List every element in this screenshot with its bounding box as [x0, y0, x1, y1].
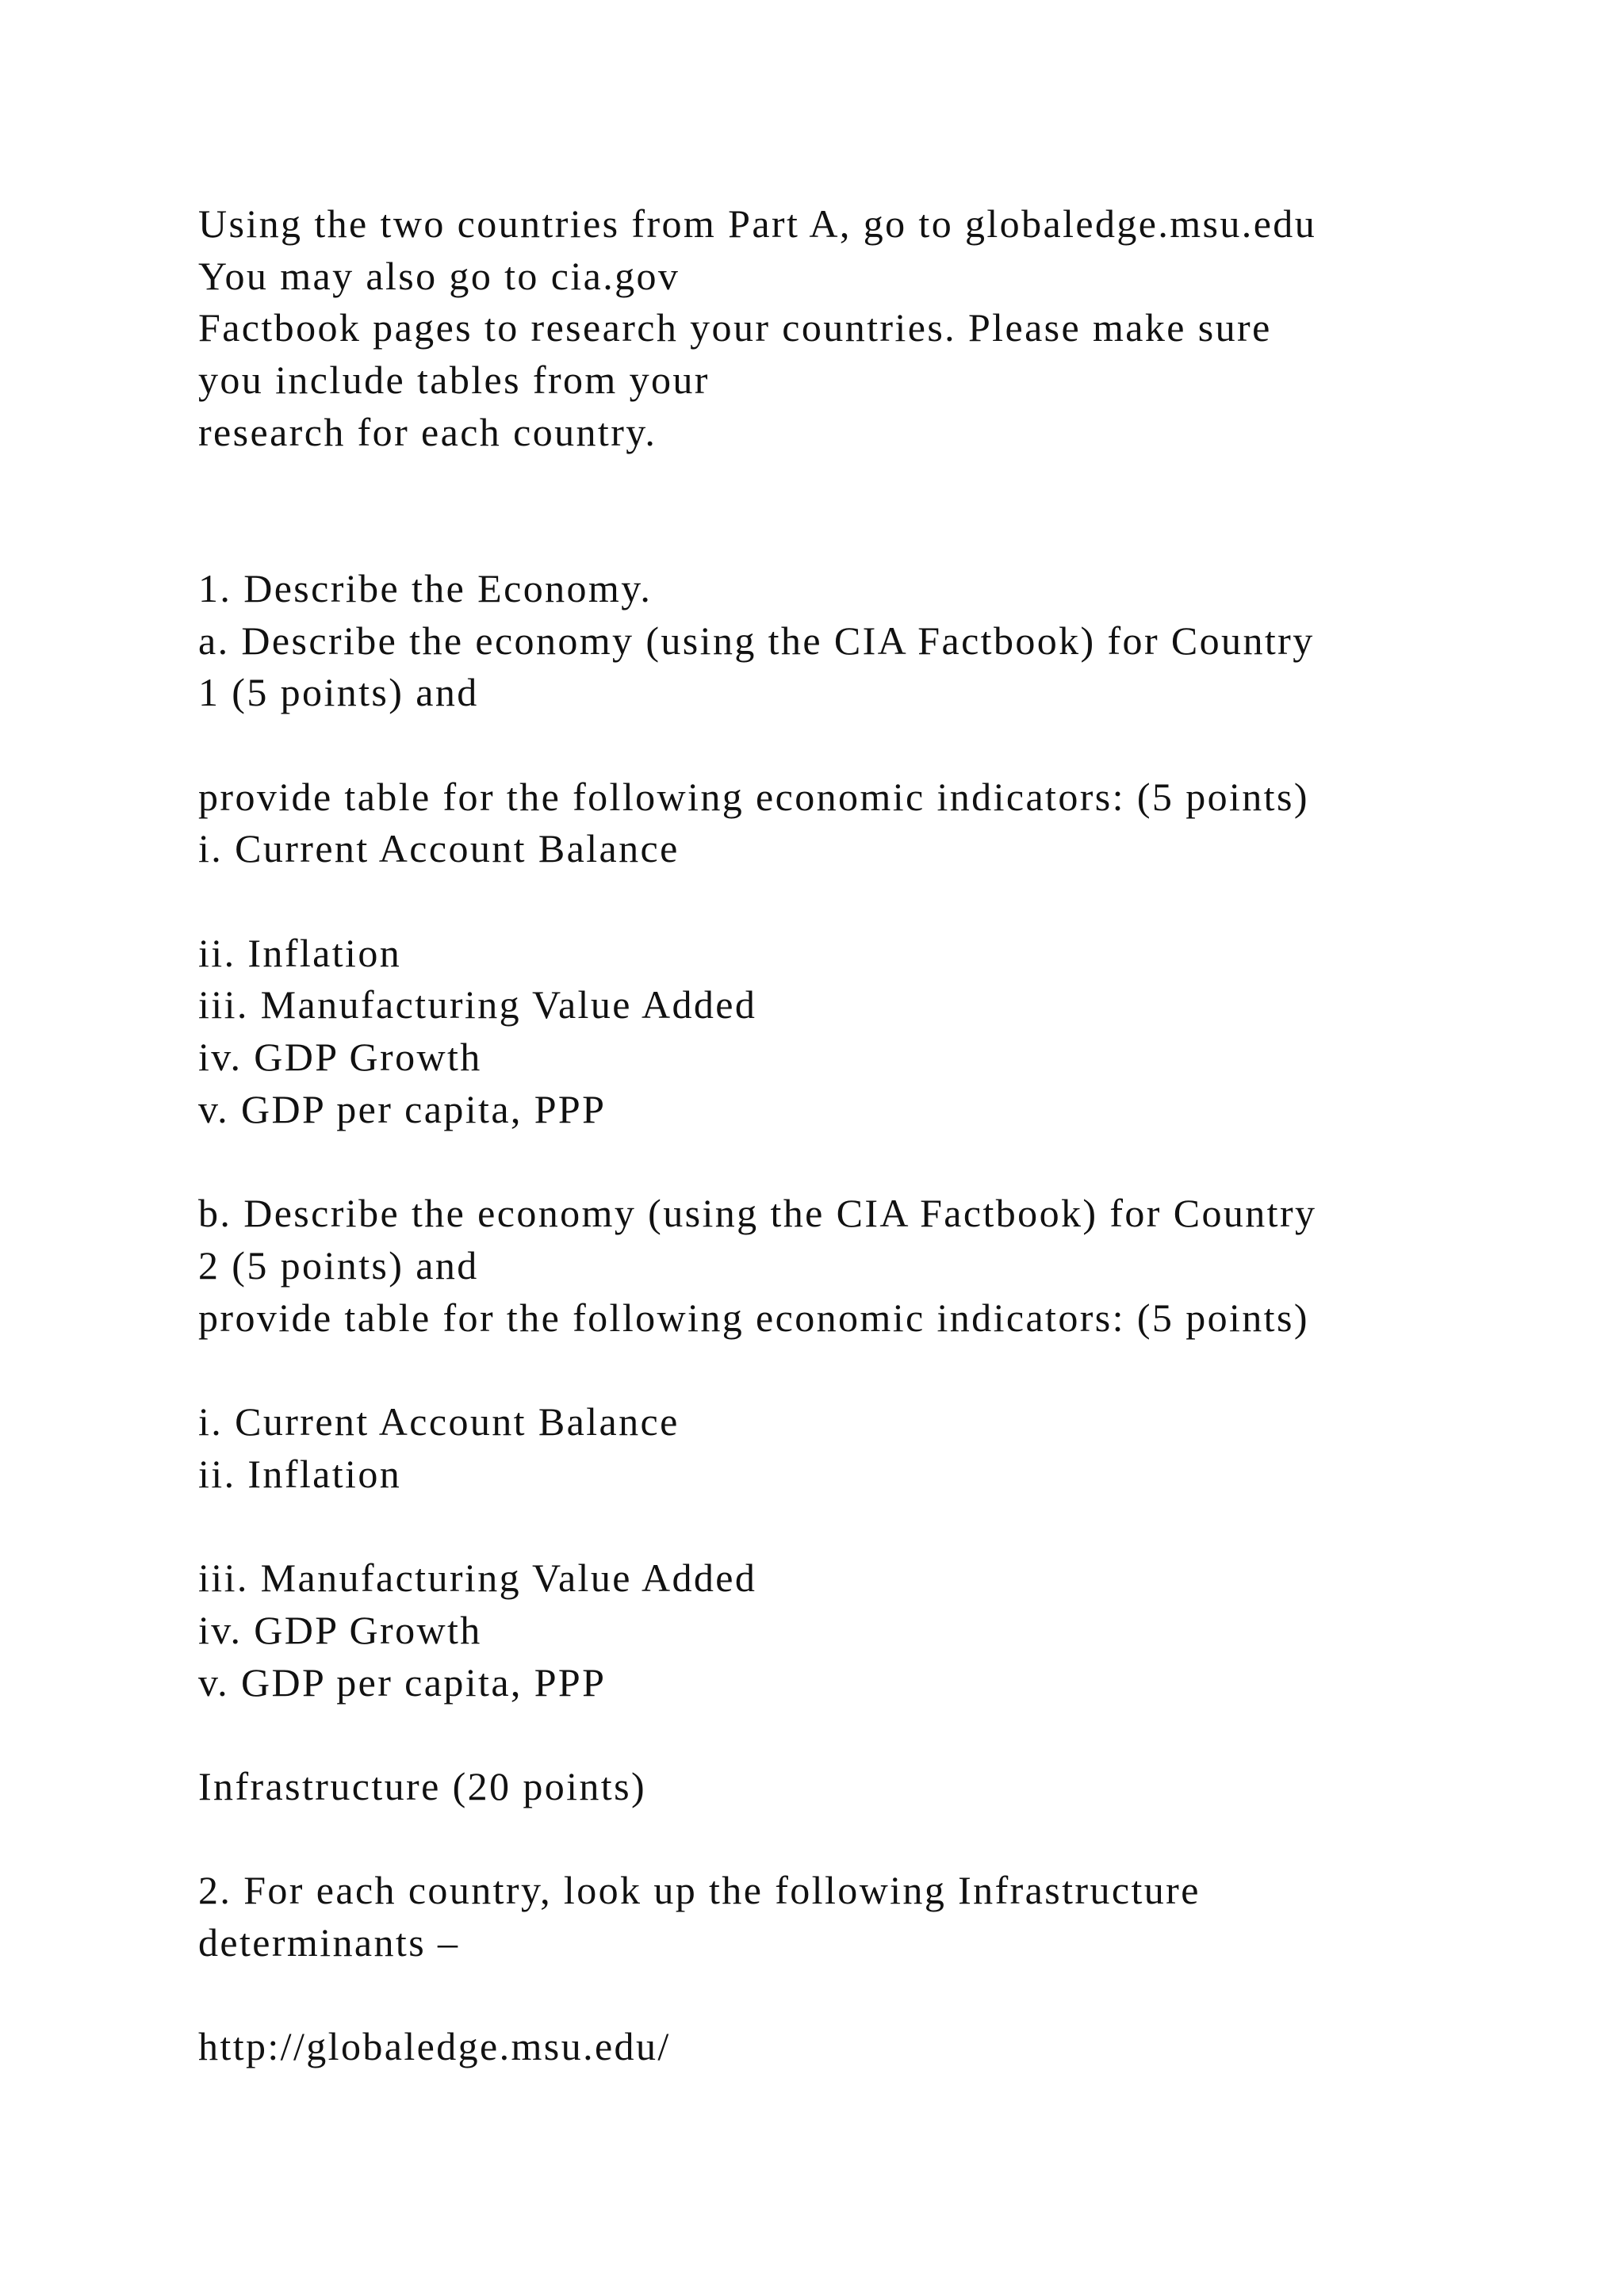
text-line: 2. For each country, look up the following Infrastructure — [198, 1868, 1201, 1912]
text-line: 1 (5 points) and — [198, 670, 479, 714]
list-item: i. Current Account Balance — [198, 826, 680, 871]
list-item: v. GDP per capita, PPP — [198, 1660, 607, 1705]
text-line: determinants – — [198, 1920, 460, 1965]
text-line: Factbook pages to research your countries. Please make sure — [198, 305, 1272, 350]
list-item: iv. GDP Growth — [198, 1035, 482, 1079]
text-line: research for each country. — [198, 410, 657, 454]
section-heading: Infrastructure (20 points) — [198, 1764, 647, 1808]
list-item: v. GDP per capita, PPP — [198, 1087, 607, 1131]
text-line: Using the two countries from Part A, go to globaledge.msu.edu — [198, 201, 1317, 246]
text-line: You may also go to cia.gov — [198, 254, 680, 298]
text-line: provide table for the following economic indicators: (5 points) — [198, 775, 1309, 819]
list-item: i. Current Account Balance — [198, 1399, 680, 1444]
text-line: 2 (5 points) and — [198, 1243, 479, 1288]
text-line: provide table for the following economic indicators: (5 points) — [198, 1295, 1309, 1340]
list-item: iv. GDP Growth — [198, 1608, 482, 1652]
list-item: iii. Manufacturing Value Added — [198, 1556, 757, 1600]
url-text: http://globaledge.msu.edu/ — [198, 2024, 671, 2068]
text-line: a. Describe the economy (using the CIA Factbook) for Country — [198, 618, 1315, 663]
list-item: ii. Inflation — [198, 1452, 402, 1496]
section-heading: 1. Describe the Economy. — [198, 566, 653, 610]
list-item: iii. Manufacturing Value Added — [198, 982, 757, 1027]
text-line: b. Describe the economy (using the CIA Factbook) for Country — [198, 1191, 1317, 1235]
list-item: ii. Inflation — [198, 931, 402, 975]
text-line: you include tables from your — [198, 358, 710, 402]
